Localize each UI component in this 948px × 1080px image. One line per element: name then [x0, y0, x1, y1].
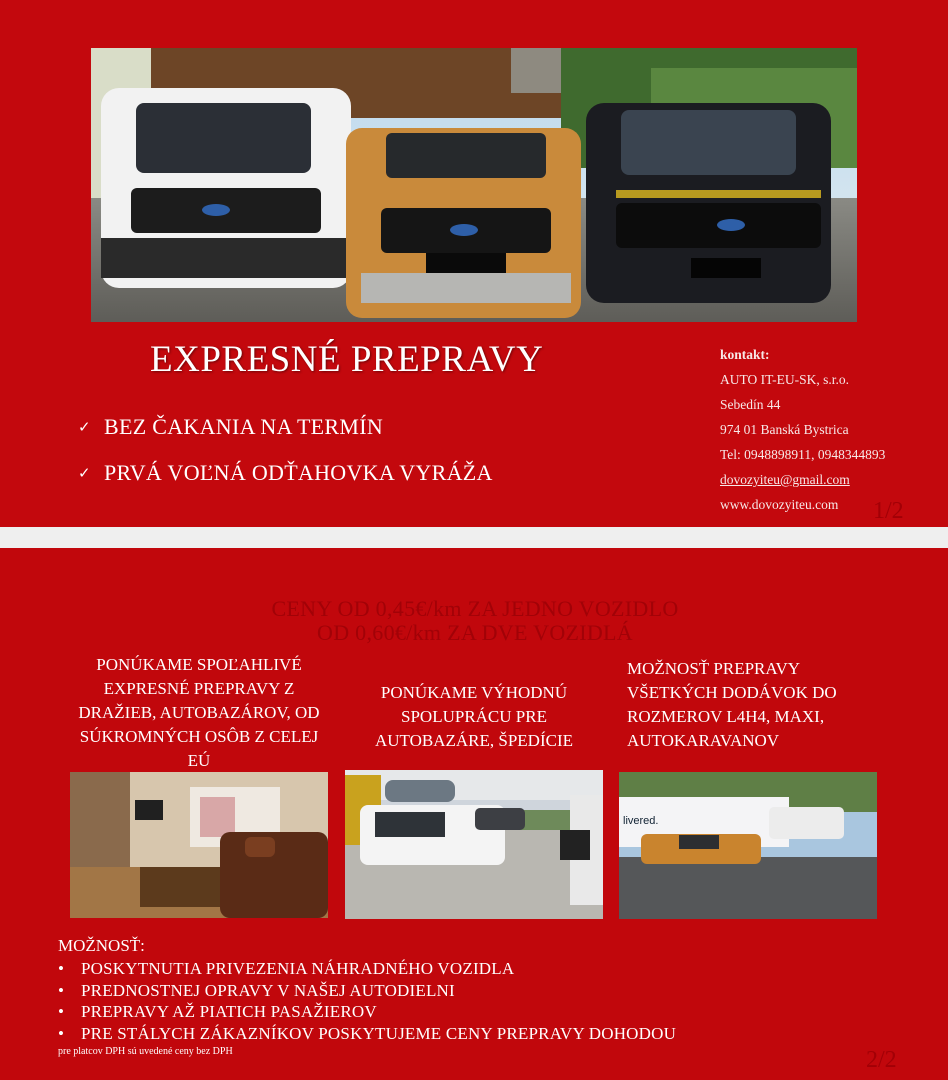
phone-numbers: Tel: 0948898911, 0948344893 — [720, 447, 886, 462]
car-trailer-image — [619, 772, 877, 919]
page-indicator: 1/2 — [873, 498, 904, 524]
benefit-text: BEZ ČAKANIA NA TERMÍN — [104, 414, 384, 439]
options-title: MOŽNOSŤ: — [58, 936, 145, 955]
option-item: • PREPRAVY AŽ PIATICH PASAŽIEROV — [58, 1001, 676, 1023]
option-item: • POSKYTNUTIA PRIVEZENIA NÁHRADNÉHO VOZIDLA — [58, 958, 676, 980]
option-item: • PRE STÁLYCH ZÁKAZNÍKOV POSKYTUJEME CENY PREPRAVY DOHODOU — [58, 1023, 676, 1045]
slide-1 — [0, 0, 948, 527]
hero-vehicles-image — [91, 48, 857, 322]
contact-label: kontakt: — [720, 347, 770, 362]
benefit-list — [78, 404, 493, 496]
offer-auctions-text: PONÚKAME SPOĽAHLIVÉ EXPRESNÉ PREPRAVY Z DRAŽIEB, AUTOBAZÁROV, OD SÚKROMNÝCH OSÔB Z CELEJ EÚ — [78, 655, 320, 770]
page-indicator: 2/2 — [866, 1047, 897, 1073]
address-street: Sebedín 44 — [720, 397, 781, 412]
price-one-vehicle: CENY OD 0,45€/km ZA JEDNO VOZIDLO — [271, 596, 679, 621]
checkmark-icon: ✓ — [78, 419, 91, 436]
offer-dealers-text: PONÚKAME VÝHODNÚ SPOLUPRÁCU PRE AUTOBAZÁRE, ŠPEDÍCIE — [374, 683, 574, 750]
tow-truck-image — [345, 770, 603, 919]
price-headline — [170, 597, 780, 645]
website-link[interactable]: www.dovozyiteu.com — [720, 497, 839, 512]
trailer-sign-text: livered. — [623, 815, 659, 827]
headline-express-transport: EXPRESNÉ PREPRAVY — [150, 339, 544, 380]
company-name: AUTO IT-EU-SK, s.r.o. — [720, 372, 850, 387]
slide-separator — [0, 527, 948, 548]
hero-vehicles-photo — [91, 48, 857, 322]
option-item: • PREDNOSTNEJ OPRAVY V NAŠEJ AUTODIELNI — [58, 980, 676, 1002]
tow-truck-photo — [345, 770, 603, 919]
price-two-vehicles: OD 0,60€/km ZA DVE VOZIDLÁ — [317, 620, 633, 645]
benefit-text: PRVÁ VOĽNÁ ODŤAHOVKA VYRÁŽA — [104, 460, 493, 485]
benefit-item — [78, 450, 493, 496]
options-list — [58, 958, 676, 1044]
car-trailer-photo — [619, 772, 877, 919]
address-city: 974 01 Banská Bystrica — [720, 422, 849, 437]
contact-block — [720, 342, 935, 517]
benefit-item — [78, 404, 493, 450]
interior-image — [70, 772, 328, 918]
vat-note: pre platcov DPH sú uvedené ceny bez DPH — [58, 1046, 233, 1057]
email-link[interactable]: dovozyiteu@gmail.com — [720, 472, 850, 487]
offer-vans-text: MOŽNOSŤ PREPRAVY VŠETKÝCH DODÁVOK DO ROZMEROV L4H4, MAXI, AUTOKARAVANOV — [627, 659, 837, 750]
interior-photo — [70, 772, 328, 918]
checkmark-icon: ✓ — [78, 465, 91, 482]
